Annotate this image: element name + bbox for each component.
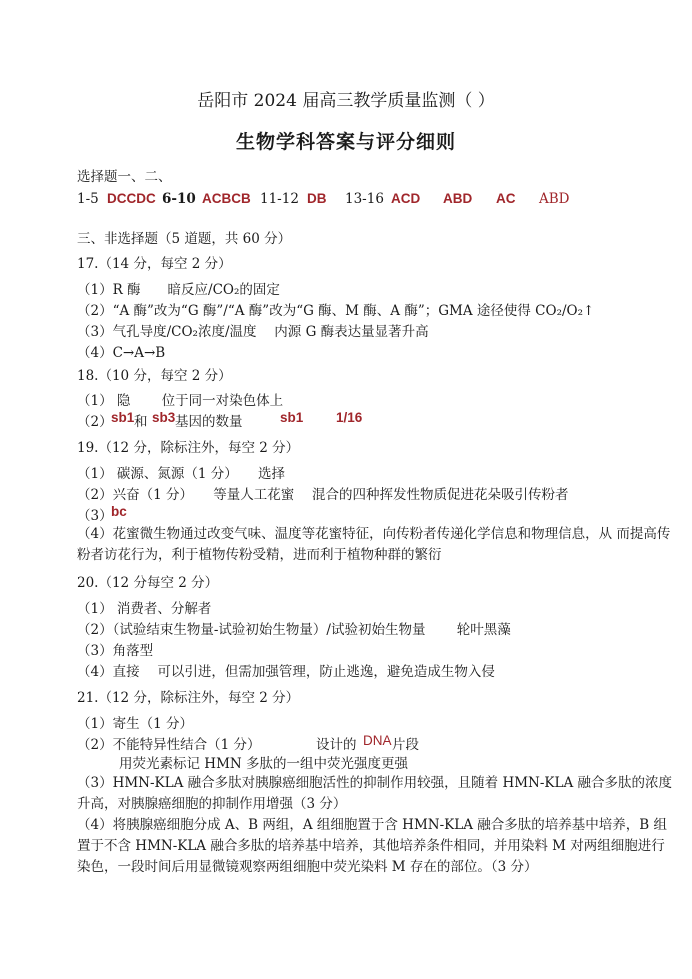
answer-line: 用荧光素标记 HMN 多肽的一组中荧光强度更强 (119, 756, 408, 772)
answer-text: 设计的 (316, 737, 357, 753)
gene-name: sb3 (152, 410, 176, 425)
answer-line: （1）R 酶 暗反应/CO₂的固定 (77, 282, 280, 298)
answer-text: 片段 (392, 737, 419, 753)
question-head: 21.（12 分，除标注外，每空 2 分） (77, 690, 300, 706)
mcq-answer: DCCDC (107, 191, 156, 206)
question-head: 19.（12 分，除标注外，每空 2 分） (77, 440, 300, 456)
question-head: 18.（10 分，每空 2 分） (77, 368, 232, 384)
answer-prefix: （3） (77, 508, 113, 524)
answer-line: （1） 消费者、分解者 (77, 601, 212, 617)
mcq-answer: ABD (539, 191, 570, 207)
answer-line: （2）“A 酶”改为“G 酶”/“A 酶”改为“G 酶、M 酶、A 酶”；GMA 途径使得 CO₂/O₂↑ (77, 303, 595, 319)
question-head: 20.（12 分每空 2 分） (77, 575, 219, 591)
answer-text: （2）不能特异性结合（1 分） (77, 737, 261, 753)
page-subtitle: 生物学科答案与评分细则 (235, 131, 456, 153)
gene-name: sb1 (111, 410, 135, 425)
answer-line: （1） 隐 位于同一对染色体上 (77, 393, 284, 409)
answer-line: （3）气孔导度/CO₂浓度/温度 内源 G 酶表达量显著升高 (77, 324, 429, 340)
mcq-range: 6-10 (162, 191, 196, 207)
answer-paragraph: （3）HMN-KLA 融合多肽对胰腺癌细胞活性的抑制作用较强，且随着 HMN-KLA 融合多肽的浓度升高，对胰腺癌细胞的抑制作用增强（3 分） (77, 775, 673, 812)
answer-text: 和 (134, 414, 148, 430)
mcq-answer: ACBCB (202, 191, 251, 206)
mcq-answer: ACD (391, 191, 421, 206)
mcq-range: 11-12 (260, 191, 299, 207)
answer-text: 基因的数量 (175, 414, 243, 430)
page-title: 岳阳市 2024 届高三教学质量监测（ ） (197, 91, 495, 111)
question-head: 17.（14 分，每空 2 分） (77, 256, 232, 272)
mcq-range: 1-5 (77, 191, 99, 207)
gene-name: sb1 (280, 410, 304, 425)
answer-value: DNA (363, 733, 392, 748)
answer-line: （2）兴奋（1 分） 等量人工花蜜 混合的四种挥发性物质促进花朵吸引传粉者 (77, 487, 569, 503)
mcq-heading: 选择题一、二、 (77, 169, 172, 185)
answer-value: bc (111, 504, 127, 519)
answer-paragraph: （4）将胰腺癌细胞分成 A、B 两组，A 组细胞置于含 HMN-KLA 融合多肽的培养基中培养，B 组置于不含 HMN-KLA 融合多肽的培养基中培养，其他培养条件相同，并用染料 M 对两组细胞进行染色，一段时间后用显微镜观察两组细胞中荧光染料 M 存在的部位。（3 分） (77, 817, 667, 875)
answer-line: （4）C→A→B (77, 345, 166, 361)
answer-line: （1）寄生（1 分） (77, 716, 193, 732)
answer-line: （2）（试验结束生物量-试验初始生物量）/试验初始生物量 轮叶黑藻 (77, 622, 511, 638)
answer-paragraph: （4）花蜜微生物通过改变气味、温度等花蜜特征，向传粉者传递化学信息和物理信息，从 而提高传粉者访花行为，利于植物传粉受精，进而利于植物种群的繁衍 (77, 526, 671, 563)
answer-line: （3）角落型 (77, 643, 154, 659)
mcq-answer: DB (307, 191, 327, 206)
mcq-answer: ABD (443, 191, 473, 206)
mcq-range: 13-16 (345, 191, 384, 207)
section-heading: 三、非选择题（5 道题，共 60 分） (77, 231, 292, 247)
answer-value: 1/16 (336, 410, 363, 425)
answer-prefix: （2） (77, 414, 113, 430)
answer-line: （1） 碳源、氮源（1 分） 选择 (77, 466, 286, 482)
answer-line: （4）直接 可以引进，但需加强管理，防止逃逸，避免造成生物入侵 (77, 664, 495, 680)
mcq-answer: AC (496, 191, 516, 206)
